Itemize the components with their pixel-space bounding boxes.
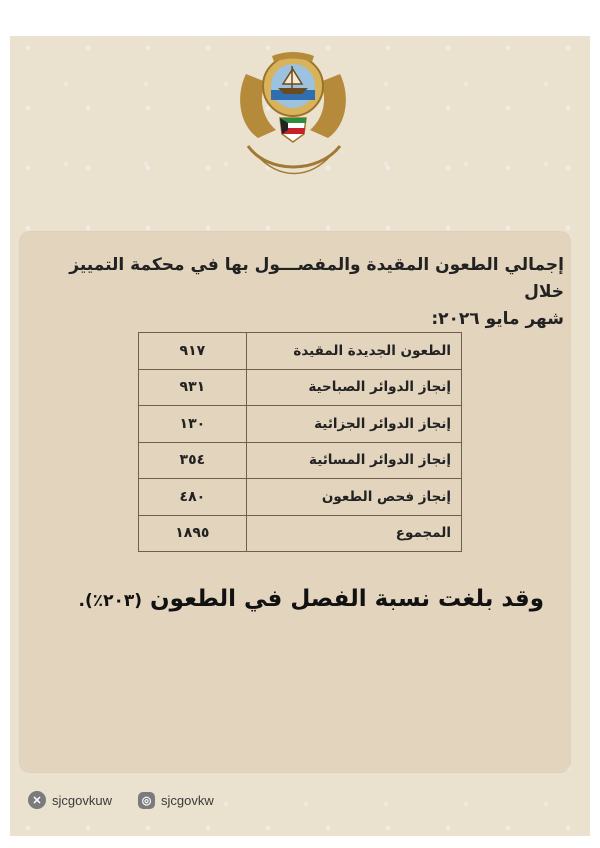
- table-row: [139, 479, 462, 516]
- report-heading: [44, 252, 564, 333]
- x-social-link[interactable]: [28, 788, 112, 812]
- row-label: إنجاز الدوائر المسائية: [246, 442, 461, 479]
- conclusion-statement: [64, 586, 544, 612]
- instagram-social-link[interactable]: [138, 788, 214, 812]
- row-label: الطعون الجديدة المقيدة: [246, 333, 461, 370]
- row-value: ١٣٠: [139, 406, 247, 443]
- emblem-icon: [228, 34, 358, 184]
- total-value: ١٨٩٥: [139, 515, 247, 552]
- table-row: [139, 333, 462, 370]
- row-label: إنجاز الدوائر الصباحية: [246, 369, 461, 406]
- x-icon: ✕: [28, 791, 46, 809]
- table-row: [139, 369, 462, 406]
- row-label: إنجاز الدوائر الجزائية: [246, 406, 461, 443]
- table-row: [139, 442, 462, 479]
- table-row-total: [139, 515, 462, 552]
- heading-line-2: شهر مايو ٢٠٢٦:: [431, 309, 564, 329]
- statistics-table: [138, 332, 462, 552]
- row-value: ٤٨٠: [139, 479, 247, 516]
- conclusion-text: وقد بلغت نسبة الفصل في الطعون: [150, 586, 544, 612]
- x-handle: sjcgovkuw: [52, 792, 112, 808]
- row-value: ٣٥٤: [139, 442, 247, 479]
- heading-line-1: إجمالي الطعون المقيدة والمفصـــول بها في محكمة التمييز خلال: [69, 255, 564, 302]
- council-logo: [228, 34, 358, 184]
- row-value: ٩٣١: [139, 369, 247, 406]
- instagram-icon: ◎: [138, 792, 155, 809]
- row-value: ٩١٧: [139, 333, 247, 370]
- row-label: إنجاز فحص الطعون: [246, 479, 461, 516]
- instagram-handle: sjcgovkw: [161, 792, 214, 808]
- table-row: [139, 406, 462, 443]
- total-label: المجموع: [246, 515, 461, 552]
- conclusion-percentage: (٢٠٣٪).: [78, 591, 143, 611]
